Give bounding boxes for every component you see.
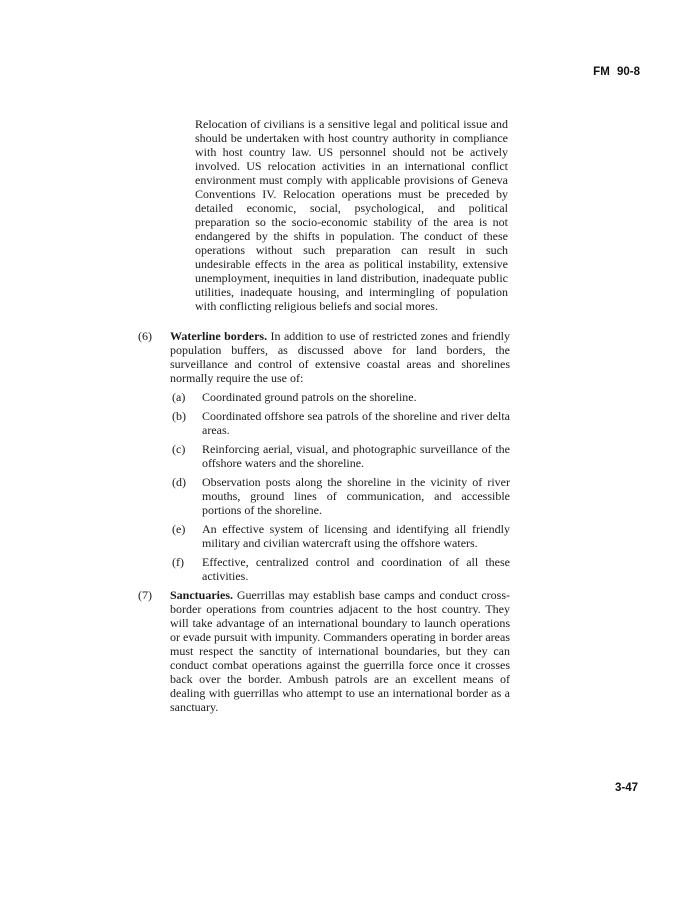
subitem-b bbox=[172, 409, 510, 437]
item-body bbox=[170, 588, 510, 714]
item-6 bbox=[138, 329, 510, 385]
intro-paragraph: Relocation of civilians is a sensitive legal and political issue and should be undertaken with host country authority in compliance with host country law. US personnel should not be actively involved. US relocation activities in an international conflict environment must comply with applicable provisions of Geneva Conventions IV. Relocation operations must be preceded by detailed economic, social, psychological, and political preparation so the socio-economic stability of the area is not endangered by the shifts in population. The conduct of these operations without such preparation can result in such undesirable effects in the area as political instability, extensive unemployment, inequities in land distribution, inadequate public utilities, inadequate housing, and intermingling of population with conflicting religious beliefs and social mores. bbox=[195, 117, 508, 313]
item-lead: Waterline borders. bbox=[170, 329, 268, 343]
subitem-text: Coordinated offshore sea patrols of the shoreline and river delta areas. bbox=[202, 409, 510, 437]
item-text: Guerrillas may establish base camps and conduct cross-border operations from countries adjacent to the host country. They will take advantage of an international boundary to launch operations or evade pursuit with impunity. Commanders operating in border areas must respect the sanctity of international boundaries, but they can conduct combat operations against the guerrilla force once it crosses back over the border. Ambush patrols are an excellent means of dealing with guerrillas who attempt to use an international border as a sanctuary. bbox=[170, 588, 511, 714]
subitem-letter: (e) bbox=[172, 522, 186, 536]
item-7 bbox=[138, 588, 510, 714]
subitem-text: An effective system of licensing and identifying all friendly military and civilian watercraft using the offshore waters. bbox=[202, 522, 510, 550]
subitem-letter: (a) bbox=[172, 390, 186, 404]
subitem-text: Reinforcing aerial, visual, and photographic surveillance of the offshore waters and the shoreline. bbox=[202, 442, 510, 470]
item-number: (7) bbox=[138, 588, 152, 602]
subitem-d bbox=[172, 475, 510, 517]
subitem-text: Coordinated ground patrols on the shoreline. bbox=[202, 390, 417, 404]
subitem-c bbox=[172, 442, 510, 470]
item-text: In addition to use of restricted zones and friendly population buffers, as discussed above for land borders, the surveillance and control of extensive coastal areas and shorelines normally require the use of: bbox=[170, 329, 510, 385]
header-ref: FM 90-8 bbox=[593, 66, 640, 78]
subitem-letter: (c) bbox=[172, 442, 186, 456]
subitem-a bbox=[172, 390, 510, 404]
item-number: (6) bbox=[138, 329, 152, 343]
subitem-e bbox=[172, 522, 510, 550]
item-body bbox=[170, 329, 510, 385]
subitem-text: Observation posts along the shoreline in the vicinity of river mouths, ground lines of communication, and accessible portions of the shoreline. bbox=[202, 475, 510, 517]
subitem-letter: (d) bbox=[172, 475, 186, 489]
page-number: 3-47 bbox=[614, 782, 638, 794]
item-lead: Sanctuaries. bbox=[170, 588, 233, 602]
subitem-f bbox=[172, 555, 510, 583]
subitem-letter: (f) bbox=[172, 555, 184, 569]
page-content bbox=[138, 117, 510, 714]
subitem-letter: (b) bbox=[172, 409, 186, 423]
subitem-text: Effective, centralized control and coordination of all these activities. bbox=[202, 555, 510, 583]
